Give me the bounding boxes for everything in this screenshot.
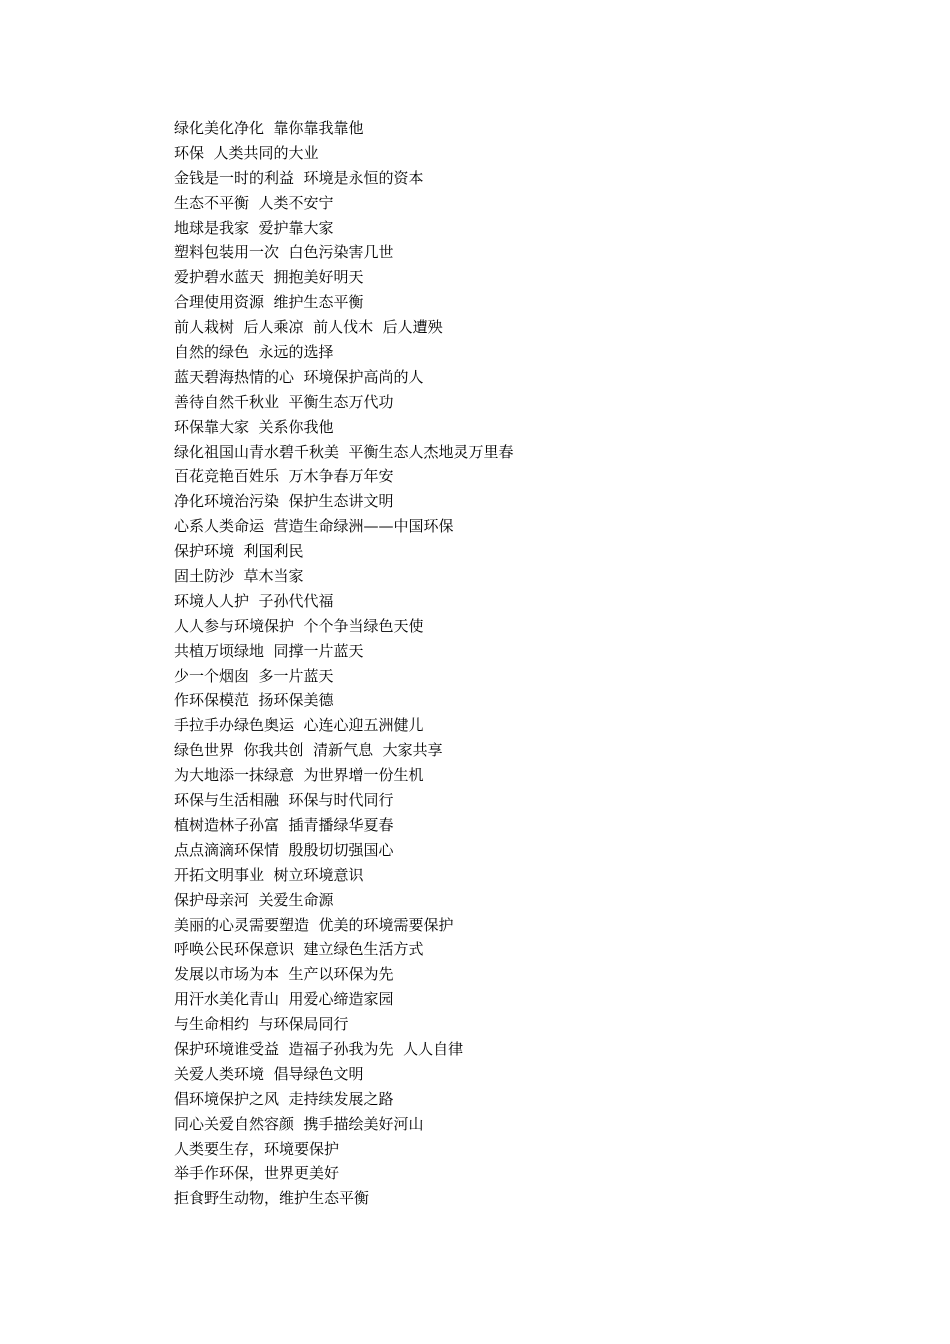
slogan-line: 善待自然千秋业 平衡生态万代功 (174, 392, 394, 411)
slogan-line: 前人栽树 后人乘凉 前人伐木 后人遭殃 (174, 318, 443, 337)
slogan-line: 保护环境谁受益 造福子孙我为先 人人自律 (174, 1039, 464, 1058)
slogan-line: 百花竞艳百姓乐 万木争春万年安 (174, 467, 394, 486)
slogan-line: 生态不平衡 人类不安宁 (174, 193, 334, 212)
slogan-line: 植树造林子孙富 插青播绿华夏春 (174, 815, 394, 834)
slogan-line: 拒食野生动物，维护生态平衡 (174, 1189, 370, 1208)
slogan-line: 与生命相约 与环保局同行 (174, 1015, 349, 1034)
slogan-line: 为大地添一抹绿意 为世界增一份生机 (174, 766, 424, 785)
slogan-line: 塑料包装用一次 白色污染害几世 (174, 243, 394, 262)
slogan-line: 固土防沙 草木当家 (174, 567, 304, 586)
slogan-line: 举手作环保，世界更美好 (174, 1164, 340, 1183)
slogan-line: 发展以市场为本 生产以环保为先 (174, 965, 394, 984)
slogan-line: 人类要生存，环境要保护 (174, 1139, 340, 1158)
slogan-line: 呼唤公民环保意识 建立绿色生活方式 (174, 940, 424, 959)
slogan-line: 美丽的心灵需要塑造 优美的环境需要保护 (174, 915, 454, 934)
slogan-line: 作环保模范 扬环保美德 (174, 691, 334, 710)
slogan-line: 少一个烟囱 多一片蓝天 (174, 666, 334, 685)
slogan-line: 用汗水美化青山 用爱心缔造家园 (174, 990, 394, 1009)
slogan-line: 手拉手办绿色奥运 心连心迎五洲健儿 (174, 716, 424, 735)
slogan-line: 蓝天碧海热情的心 环境保护高尚的人 (174, 367, 424, 386)
slogan-list (174, 116, 874, 1211)
slogan-line: 共植万顷绿地 同撑一片蓝天 (174, 641, 364, 660)
slogan-line: 开拓文明事业 树立环境意识 (174, 865, 364, 884)
slogan-line: 心系人类命运 营造生命绿洲——中国环保 (174, 517, 454, 536)
slogan-line: 合理使用资源 维护生态平衡 (174, 293, 364, 312)
slogan-line: 自然的绿色 永远的选择 (174, 343, 334, 362)
slogan-line: 绿化美化净化 靠你靠我靠他 (174, 119, 364, 137)
slogan-line: 保护母亲河 关爱生命源 (174, 890, 334, 909)
slogan-line: 环保 人类共同的大业 (174, 143, 319, 162)
slogan-line: 爱护碧水蓝天 拥抱美好明天 (174, 268, 364, 287)
slogan-line: 环保靠大家 关系你我他 (174, 417, 334, 436)
slogan-line: 绿化祖国山青水碧千秋美 平衡生态人杰地灵万里春 (174, 442, 514, 461)
slogan-line: 点点滴滴环保情 殷殷切切强国心 (174, 840, 394, 859)
slogan-line: 关爱人类环境 倡导绿色文明 (174, 1064, 364, 1083)
slogan-line: 同心关爱自然容颜 携手描绘美好河山 (174, 1114, 424, 1133)
slogan-line: 保护环境 利国利民 (174, 542, 304, 561)
slogan-line: 绿色世界 你我共创 清新气息 大家共享 (174, 741, 443, 760)
slogan-line: 人人参与环境保护 个个争当绿色天使 (174, 616, 424, 635)
slogan-line: 净化环境治污染 保护生态讲文明 (174, 492, 394, 511)
slogan-line: 环境人人护 子孙代代福 (174, 591, 334, 610)
slogan-line: 倡环境保护之风 走持续发展之路 (174, 1089, 394, 1108)
slogan-line: 地球是我家 爱护靠大家 (174, 218, 334, 237)
slogan-line: 金钱是一时的利益 环境是永恒的资本 (174, 168, 424, 187)
slogan-line: 环保与生活相融 环保与时代同行 (174, 791, 394, 810)
